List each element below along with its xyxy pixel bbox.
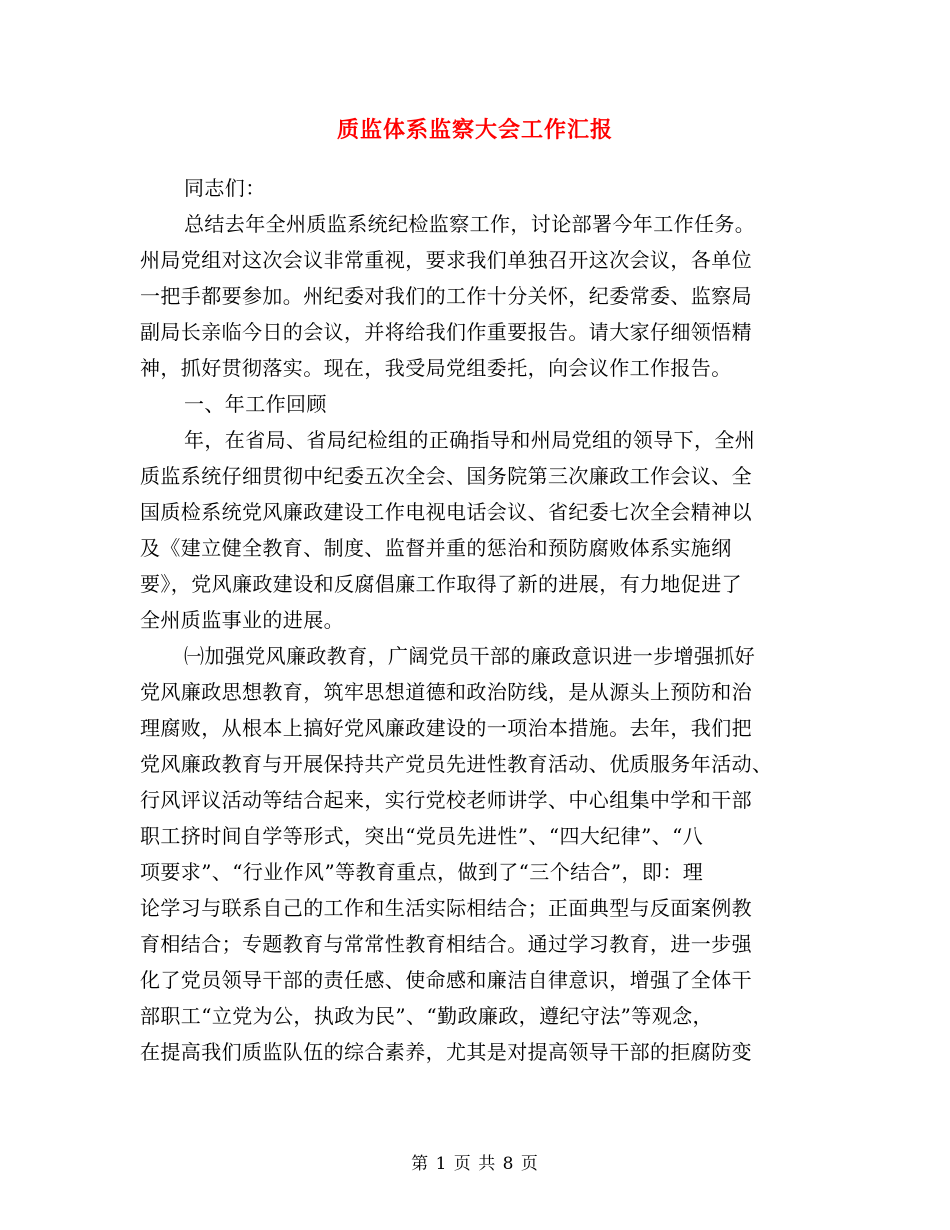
text-line: 党风廉政思想教育，筑牢思想道德和政治防线，是从源头上预防和治: [140, 680, 752, 704]
page-footer: 第 1 页 共 8 页: [411, 1154, 539, 1174]
text-line: 党风廉政教育与开展保持共产党员先进性教育活动、优质服务年活动、: [140, 752, 773, 776]
text-line: 及《建立健全教育、制度、监督并重的惩治和预防腐败体系实施纲: [140, 536, 732, 560]
text-line: 年，在省局、省局纪检组的正确指导和州局党组的领导下，全州: [184, 428, 756, 452]
text-line: 化了党员领导干部的责任感、使命感和廉洁自律意识，增强了全体干: [140, 968, 752, 992]
text-line: 一、年工作回顾: [184, 392, 327, 416]
text-line: 论学习与联系自己的工作和生活实际相结合；正面典型与反面案例教: [140, 896, 752, 920]
text-line: 质监系统仔细贯彻中纪委五次全会、国务院第三次廉政工作会议、全: [140, 464, 752, 488]
text-line: 一把手都要参加。州纪委对我们的工作十分关怀，纪委常委、监察局: [140, 284, 752, 308]
text-line: 神，抓好贯彻落实。现在，我受局党组委托，向会议作工作报告。: [140, 356, 732, 380]
text-line: 国质检系统党风廉政建设工作电视电话会议、省纪委七次全会精神以: [140, 500, 752, 524]
text-line: 副局长亲临今日的会议，并将给我们作重要报告。请大家仔细领悟精: [140, 320, 752, 344]
text-line: 同志们：: [184, 176, 266, 200]
text-line: 在提高我们质监队伍的综合素养，尤其是对提高领导干部的拒腐防变: [140, 1040, 752, 1064]
text-line: 理腐败，从根本上搞好党风廉政建设的一项治本措施。去年，我们把: [140, 716, 752, 740]
document-title: 质监体系监察大会工作汇报: [336, 117, 613, 143]
text-line: 项要求”、“行业作风”等教育重点，做到了“三个结合”，即：理: [140, 860, 704, 884]
text-line: ㈠加强党风廉政教育，广阔党员干部的廉政意识进一步增强抓好: [184, 644, 756, 668]
text-line: 职工挤时间自学等形式，突出“党员先进性”、“四大纪律”、“八: [140, 824, 704, 848]
text-line: 全州质监事业的进展。: [140, 608, 344, 632]
text-line: 部职工“立党为公，执政为民”、“勤政廉政，遵纪守法”等观念，: [140, 1004, 713, 1028]
text-line: 育相结合；专题教育与常常性教育相结合。通过学习教育，进一步强: [140, 932, 752, 956]
text-line: 要》，党风廉政建设和反腐倡廉工作取得了新的进展，有力地促进了: [140, 572, 742, 596]
document-body: [140, 170, 815, 1070]
text-line: 行风评议活动等结合起来，实行党校老师讲学、中心组集中学和干部: [140, 788, 752, 812]
text-line: 总结去年全州质监系统纪检监察工作，讨论部署今年工作任务。: [184, 212, 756, 236]
text-line: 州局党组对这次会议非常重视，要求我们单独召开这次会议，各单位: [140, 248, 752, 272]
